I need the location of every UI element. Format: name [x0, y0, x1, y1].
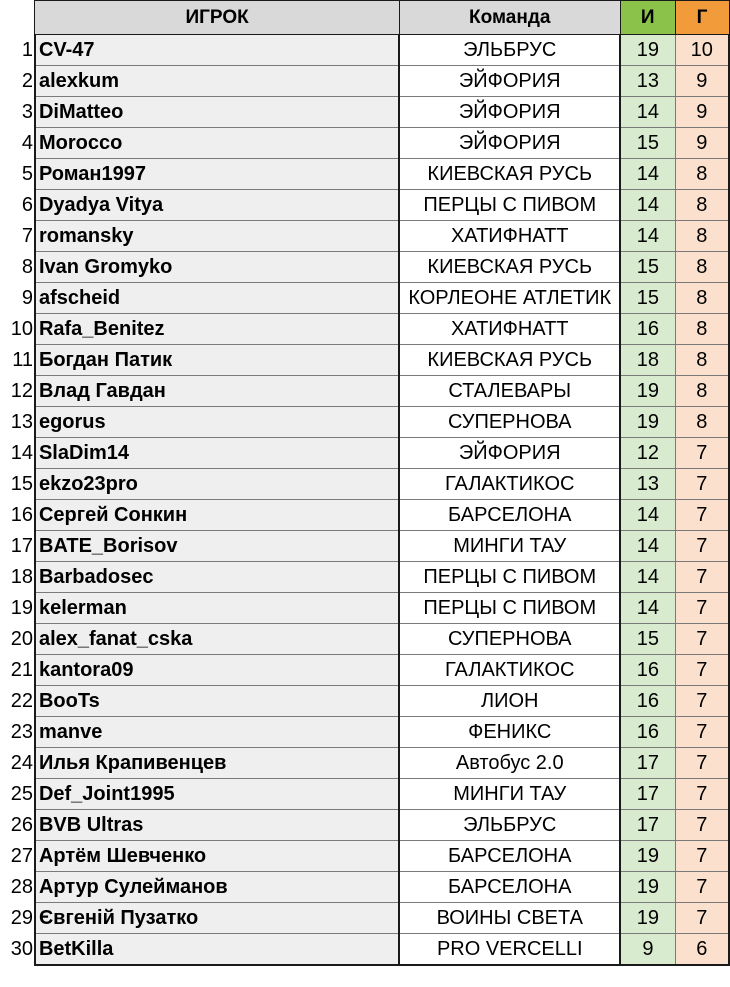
- row-number: 13: [10, 411, 33, 433]
- table-row: [0, 531, 729, 562]
- games-count: 15: [620, 283, 675, 314]
- goals-count: 7: [675, 655, 729, 686]
- player-name: DiMatteo: [35, 97, 399, 128]
- team-name: ЛИОН: [399, 686, 620, 717]
- games-count: 14: [620, 190, 675, 221]
- table-row: [0, 35, 729, 66]
- games-count: 17: [620, 779, 675, 810]
- row-number: 8: [21, 256, 33, 278]
- table-row: [0, 221, 729, 252]
- row-number: 17: [10, 535, 33, 557]
- row-number: 25: [10, 783, 33, 805]
- goals-count: 8: [675, 407, 729, 438]
- team-name: КОРЛЕОНЕ АТЛЕТИК: [399, 283, 620, 314]
- goals-count: 7: [675, 593, 729, 624]
- row-number: 30: [10, 938, 33, 961]
- row-number: 23: [10, 721, 33, 743]
- player-name: alexkum: [35, 66, 399, 97]
- table-row: [0, 562, 729, 593]
- team-name: БАРСЕЛОНА: [399, 872, 620, 903]
- team-name: ЭЙФОРИЯ: [399, 128, 620, 159]
- table-row: [0, 407, 729, 438]
- row-number: 20: [10, 628, 33, 650]
- team-name: СУПЕРНОВА: [399, 407, 620, 438]
- table-row: [0, 314, 729, 345]
- row-number: 6: [21, 194, 33, 216]
- goals-count: 6: [675, 934, 729, 966]
- table-row: [0, 345, 729, 376]
- table-row: [0, 748, 729, 779]
- team-name: ПЕРЦЫ С ПИВОМ: [399, 562, 620, 593]
- goals-count: 9: [675, 97, 729, 128]
- row-number: 26: [10, 814, 33, 836]
- goals-count: 7: [675, 624, 729, 655]
- games-count: 14: [620, 500, 675, 531]
- table-row: [0, 500, 729, 531]
- table-row: [0, 686, 729, 717]
- table-row: [0, 438, 729, 469]
- goals-count: 7: [675, 810, 729, 841]
- table-row: [0, 717, 729, 748]
- goals-count: 7: [675, 469, 729, 500]
- table-row: [0, 841, 729, 872]
- player-name: kelerman: [35, 593, 399, 624]
- row-number: 19: [10, 597, 33, 619]
- games-count: 13: [620, 469, 675, 500]
- player-name: Роман1997: [35, 159, 399, 190]
- row-number: 3: [21, 101, 33, 123]
- team-name: ПЕРЦЫ С ПИВОМ: [399, 593, 620, 624]
- games-count: 16: [620, 686, 675, 717]
- team-name: ЭЛЬБРУС: [399, 35, 620, 66]
- table-body: [0, 35, 729, 966]
- player-name: Rafa_Benitez: [35, 314, 399, 345]
- table-row: [0, 97, 729, 128]
- goals-count: 7: [675, 686, 729, 717]
- games-count: 14: [620, 97, 675, 128]
- games-count: 19: [620, 903, 675, 934]
- games-count: 15: [620, 128, 675, 159]
- team-name: СУПЕРНОВА: [399, 624, 620, 655]
- row-number: 4: [21, 132, 33, 154]
- row-number: 18: [10, 566, 33, 588]
- table-row: [0, 872, 729, 903]
- goals-count: 7: [675, 500, 729, 531]
- player-name: BetKilla: [35, 934, 399, 966]
- table-row: [0, 128, 729, 159]
- player-name: Илья Крапивенцев: [35, 748, 399, 779]
- team-name: МИНГИ ТАУ: [399, 779, 620, 810]
- goals-count: 9: [675, 66, 729, 97]
- player-name: BVB Ultras: [35, 810, 399, 841]
- team-name: ЭЙФОРИЯ: [399, 66, 620, 97]
- player-name: Barbadosec: [35, 562, 399, 593]
- games-count: 15: [620, 252, 675, 283]
- table-row: [0, 376, 729, 407]
- header-team: Команда: [399, 1, 620, 35]
- goals-count: 7: [675, 562, 729, 593]
- games-count: 16: [620, 314, 675, 345]
- player-name: Євгеній Пузатко: [35, 903, 399, 934]
- row-number: 1: [21, 39, 33, 61]
- games-count: 9: [620, 934, 675, 966]
- team-name: БАРСЕЛОНА: [399, 841, 620, 872]
- team-name: PRO VERCELLI: [399, 934, 620, 966]
- team-name: КИЕВСКАЯ РУСЬ: [399, 345, 620, 376]
- games-count: 14: [620, 221, 675, 252]
- player-name: Артур Сулейманов: [35, 872, 399, 903]
- games-count: 14: [620, 562, 675, 593]
- table-row: [0, 159, 729, 190]
- goals-count: 7: [675, 872, 729, 903]
- player-name: BooTs: [35, 686, 399, 717]
- games-count: 19: [620, 841, 675, 872]
- row-number: 29: [10, 907, 33, 929]
- table-row: [0, 903, 729, 934]
- games-count: 19: [620, 376, 675, 407]
- team-name: КИЕВСКАЯ РУСЬ: [399, 252, 620, 283]
- goals-count: 8: [675, 314, 729, 345]
- games-count: 14: [620, 593, 675, 624]
- games-count: 12: [620, 438, 675, 469]
- team-name: ПЕРЦЫ С ПИВОМ: [399, 190, 620, 221]
- player-name: manve: [35, 717, 399, 748]
- team-name: ХАТИФНАТТ: [399, 221, 620, 252]
- goals-count: 7: [675, 531, 729, 562]
- row-number: 2: [21, 70, 33, 92]
- player-name: Morocco: [35, 128, 399, 159]
- row-number: 11: [12, 349, 33, 371]
- player-name: ekzo23pro: [35, 469, 399, 500]
- games-count: 17: [620, 748, 675, 779]
- goals-count: 7: [675, 779, 729, 810]
- row-number: 14: [10, 442, 33, 464]
- table-row: [0, 624, 729, 655]
- table-row: [0, 469, 729, 500]
- row-number: 12: [10, 380, 33, 402]
- player-name: Сергей Сонкин: [35, 500, 399, 531]
- goals-count: 8: [675, 221, 729, 252]
- table-row: [0, 283, 729, 314]
- player-name: alex_fanat_cska: [35, 624, 399, 655]
- games-count: 19: [620, 872, 675, 903]
- row-number: 21: [10, 659, 33, 681]
- games-count: 16: [620, 655, 675, 686]
- goals-count: 7: [675, 717, 729, 748]
- games-count: 19: [620, 35, 675, 66]
- table-row: [0, 66, 729, 97]
- goals-count: 9: [675, 128, 729, 159]
- goals-count: 8: [675, 159, 729, 190]
- player-name: CV-47: [35, 35, 399, 66]
- team-name: СТАЛЕВАРЫ: [399, 376, 620, 407]
- row-number: 15: [10, 473, 33, 495]
- player-name: Богдан Патик: [35, 345, 399, 376]
- team-name: ЭЙФОРИЯ: [399, 97, 620, 128]
- header-number: [0, 1, 35, 35]
- row-number: 10: [10, 318, 33, 340]
- team-name: ЭЛЬБРУС: [399, 810, 620, 841]
- team-name: МИНГИ ТАУ: [399, 531, 620, 562]
- row-number: 9: [21, 287, 33, 309]
- row-number: 7: [21, 225, 33, 247]
- team-name: ХАТИФНАТТ: [399, 314, 620, 345]
- player-name: Влад Гавдан: [35, 376, 399, 407]
- games-count: 15: [620, 624, 675, 655]
- header-games: И: [620, 1, 675, 35]
- player-name: Dyadya Vitya: [35, 190, 399, 221]
- goals-count: 10: [675, 35, 729, 66]
- team-name: Автобус 2.0: [399, 748, 620, 779]
- row-number: 28: [10, 876, 33, 898]
- goals-count: 8: [675, 252, 729, 283]
- games-count: 13: [620, 66, 675, 97]
- games-count: 18: [620, 345, 675, 376]
- team-name: БАРСЕЛОНА: [399, 500, 620, 531]
- goals-count: 7: [675, 748, 729, 779]
- games-count: 17: [620, 810, 675, 841]
- header-row: [0, 1, 729, 35]
- team-name: КИЕВСКАЯ РУСЬ: [399, 159, 620, 190]
- row-number: 24: [10, 752, 33, 774]
- goals-count: 7: [675, 438, 729, 469]
- goals-count: 8: [675, 283, 729, 314]
- header-player: ИГРОК: [35, 1, 399, 35]
- player-name: Артём Шевченко: [35, 841, 399, 872]
- header-goals: Г: [675, 1, 729, 35]
- row-number: 16: [10, 504, 33, 526]
- team-name: ЭЙФОРИЯ: [399, 438, 620, 469]
- table-row: [0, 655, 729, 686]
- player-name: egorus: [35, 407, 399, 438]
- goals-count: 8: [675, 190, 729, 221]
- games-count: 14: [620, 159, 675, 190]
- row-number: 5: [21, 163, 33, 185]
- player-name: afscheid: [35, 283, 399, 314]
- row-number: 27: [10, 845, 33, 867]
- games-count: 14: [620, 531, 675, 562]
- table-row: [0, 779, 729, 810]
- player-name: Def_Joint1995: [35, 779, 399, 810]
- player-name: Ivan Gromyko: [35, 252, 399, 283]
- team-name: ГАЛАКТИКОС: [399, 469, 620, 500]
- team-name: ГАЛАКТИКОС: [399, 655, 620, 686]
- table-row: [0, 190, 729, 221]
- table-row: [0, 810, 729, 841]
- player-name: BATE_Borisov: [35, 531, 399, 562]
- table-row: [0, 593, 729, 624]
- team-name: ФЕНИКС: [399, 717, 620, 748]
- table-row: [0, 934, 729, 966]
- player-name: romansky: [35, 221, 399, 252]
- games-count: 19: [620, 407, 675, 438]
- player-name: kantora09: [35, 655, 399, 686]
- team-name: ВОИНЫ СВЕТА: [399, 903, 620, 934]
- goals-count: 8: [675, 376, 729, 407]
- table-row: [0, 252, 729, 283]
- goals-count: 7: [675, 841, 729, 872]
- goals-count: 8: [675, 345, 729, 376]
- player-name: SlaDim14: [35, 438, 399, 469]
- row-number: 22: [10, 690, 33, 712]
- goals-count: 7: [675, 903, 729, 934]
- games-count: 16: [620, 717, 675, 748]
